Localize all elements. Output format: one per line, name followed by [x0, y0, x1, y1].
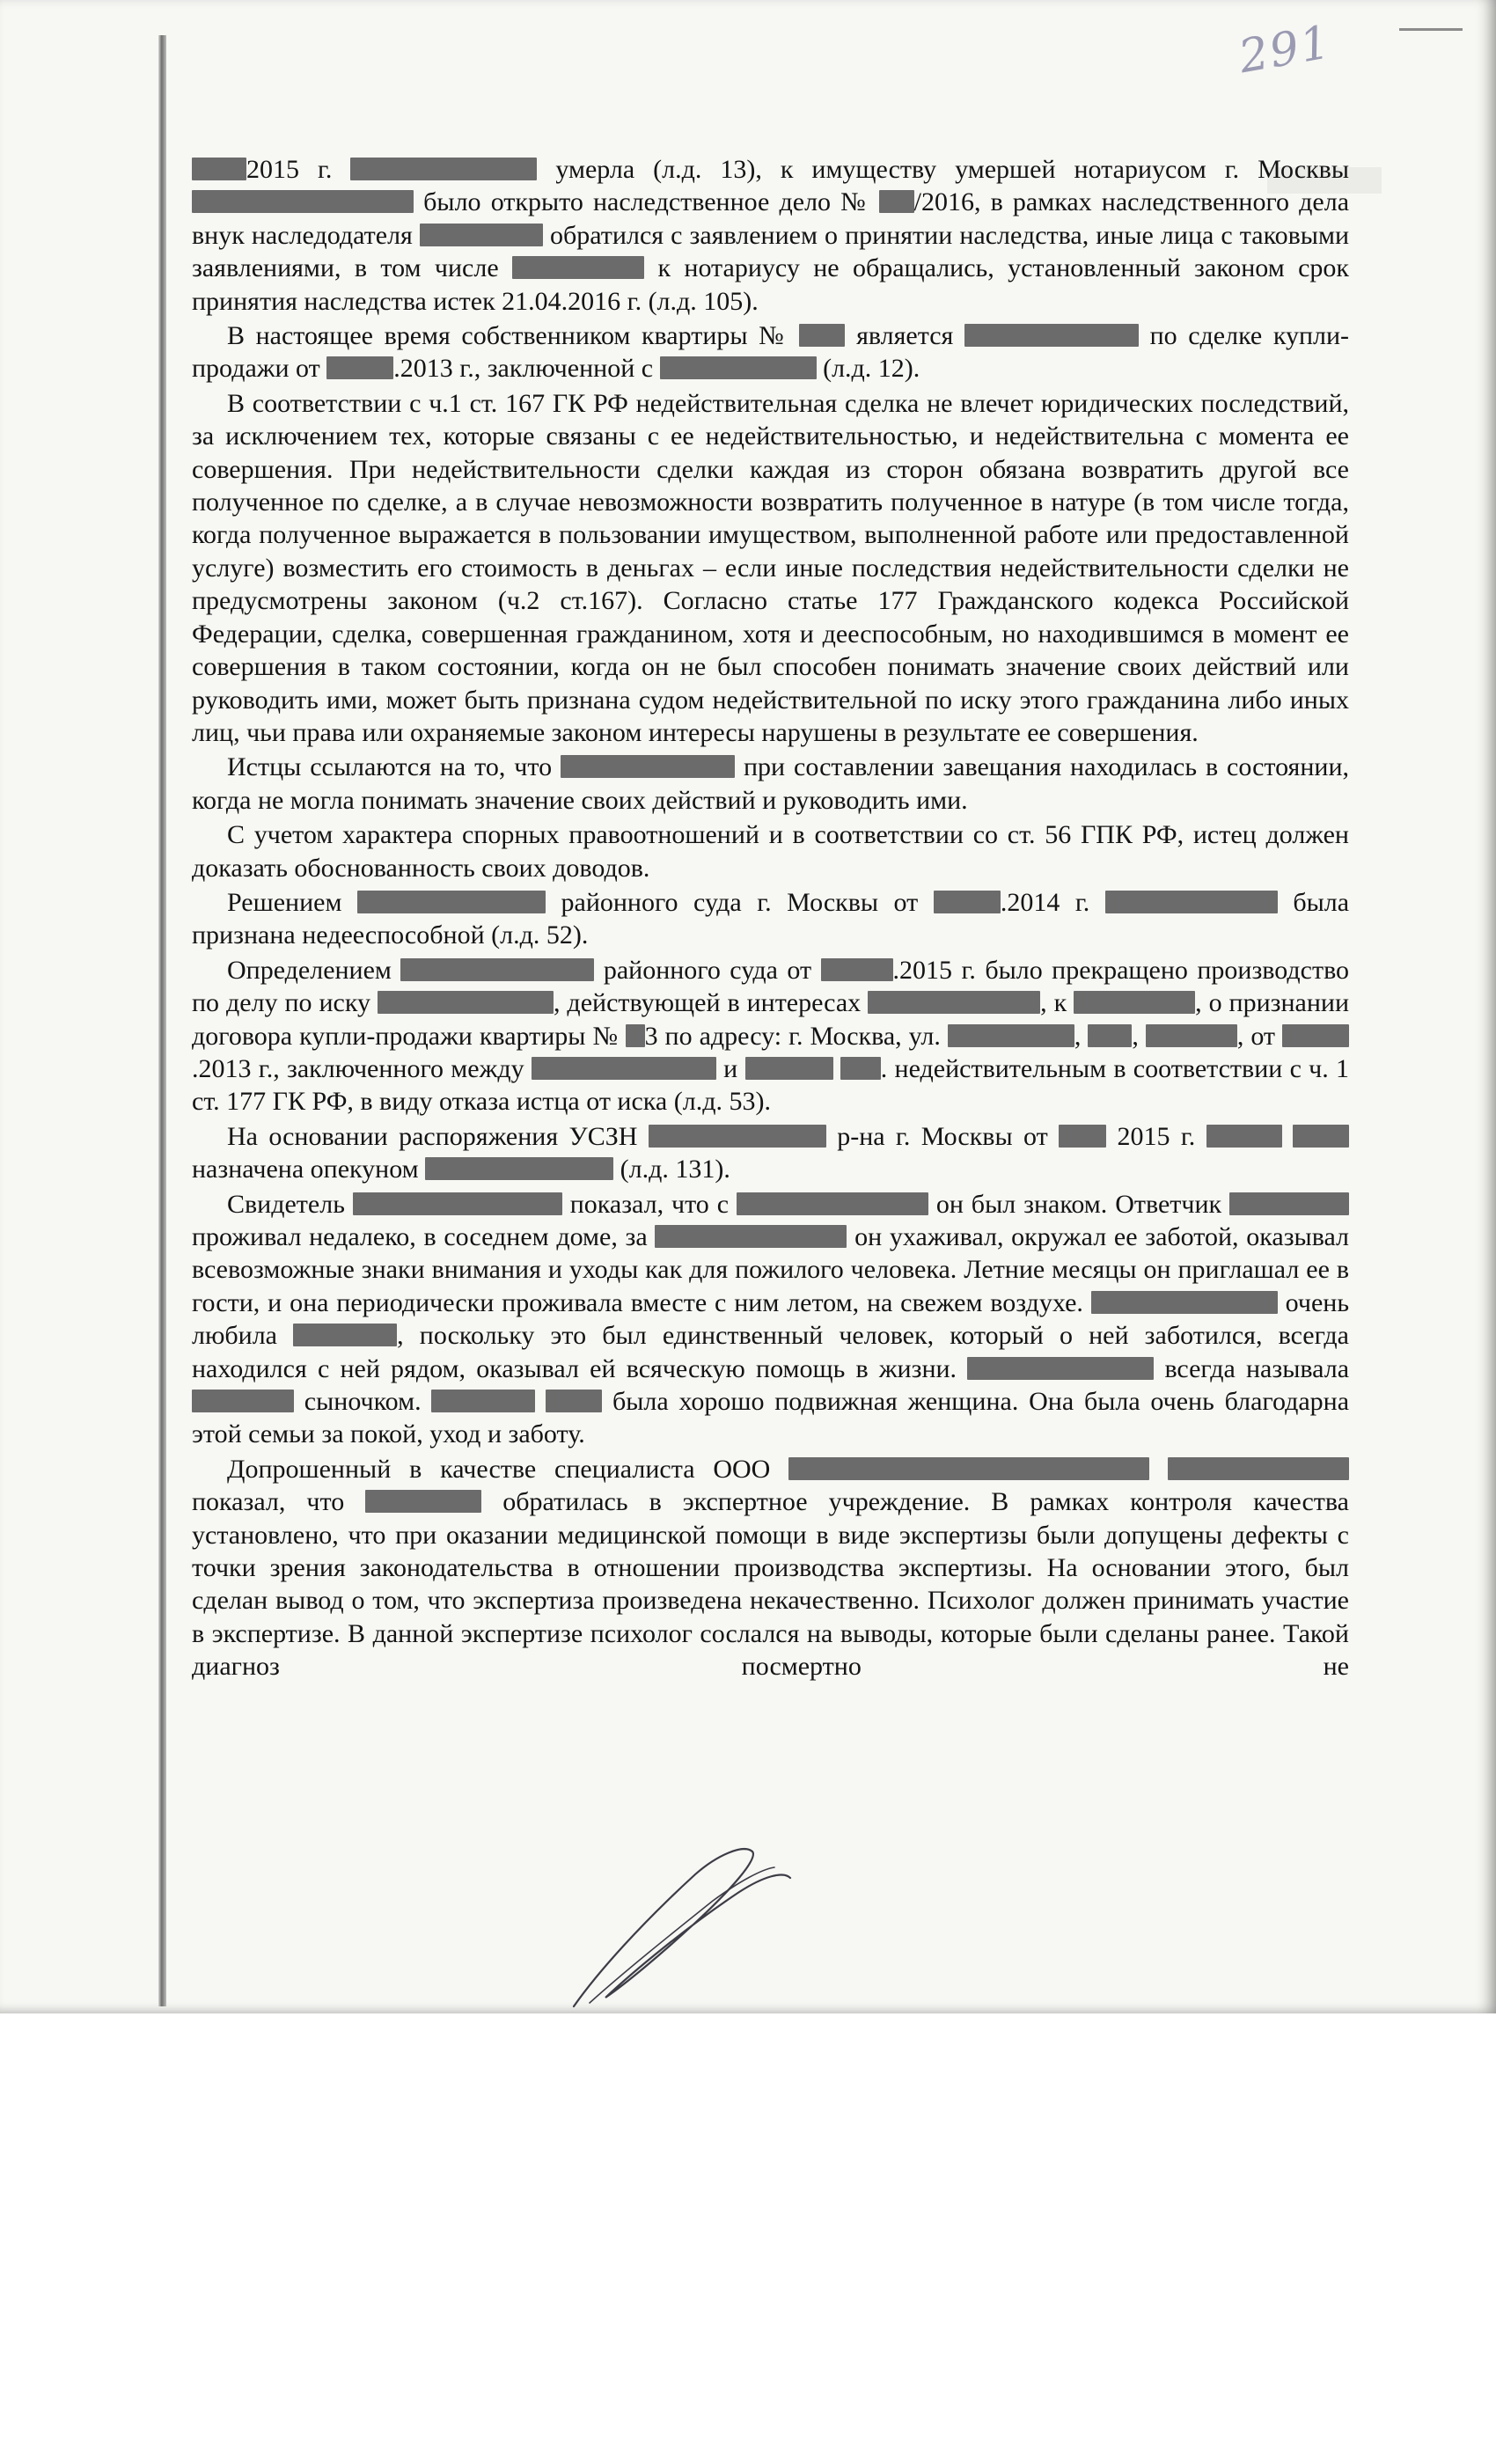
- redaction: [1105, 891, 1278, 913]
- redaction: [326, 356, 393, 379]
- redaction: [840, 1057, 881, 1080]
- redaction: [192, 158, 246, 180]
- text-span: , действующей в интересах: [553, 988, 862, 1018]
- redaction: [431, 1390, 535, 1412]
- paragraph-witness: [192, 1188, 1349, 1451]
- text-span: сыночком.: [304, 1387, 422, 1417]
- text-span: всегда называла: [1164, 1353, 1350, 1383]
- text-span: очень любила: [192, 1287, 1350, 1351]
- paragraph-court-decision: [192, 886, 1349, 952]
- text-span: .2013 г., заключенного между: [192, 1053, 524, 1083]
- redaction: [1146, 1024, 1237, 1047]
- redaction: [964, 324, 1139, 347]
- text-span: В соответствии с ч.1 ст. 167 ГК РФ недействительная сделка не влечет юридических последствий, за исключением тех, которые связаны с ее недействительностью, и недействительна с момента ее совершения. При недействительности сделки каждая из сторон обязана возвратить другой все полученное по сделке, а в случае невозможности возвратить полученное в натуре (в том числе тогда, когда полученное выражается в пользовании имуществом, выполненной работе или предоставленной услуге) возместить его стоимость в деньгах – если иные последствия недействительности сделки не предусмотрены законом (ч.2 ст.167). Согласно статье 177 Гражданского кодекса Российской Федерации, сделка, совершенная гражданином, хотя и дееспособным, но находившимся в момент ее совершения в таком состоянии, когда он не был способен понимать значение своих действий или руководить ими, может быть признана судом недействительной по иску этого гражданина либо иных лиц, чьи права или охраняемые законом интересы нарушены в результате ее совершения.: [192, 388, 1349, 747]
- text-span: он был знаком. Ответчик: [935, 1189, 1222, 1219]
- paragraph-plaintiffs: [192, 751, 1349, 817]
- redaction: [353, 1192, 562, 1215]
- redaction: [626, 1024, 645, 1047]
- paragraph-law-167: [192, 387, 1349, 749]
- handwritten-signature: [563, 1839, 801, 2015]
- text-span: было открыто наследственное дело №: [423, 187, 869, 217]
- text-span: и: [723, 1053, 738, 1083]
- redaction: [1088, 1024, 1132, 1047]
- redaction: [649, 1125, 826, 1148]
- redaction: [821, 958, 893, 981]
- redaction: [425, 1157, 613, 1180]
- redaction: [400, 958, 594, 981]
- redaction: [788, 1457, 1149, 1480]
- redaction: [1229, 1192, 1349, 1215]
- redaction: [192, 190, 414, 213]
- text-span: умерла (л.д. 13), к имуществу умершей нотариусом г. Москвы: [555, 155, 1349, 184]
- paragraph-burden-of-proof: [192, 818, 1349, 884]
- redaction: [799, 324, 845, 347]
- text-span: Допрошенный в качестве специалиста ООО: [227, 1454, 771, 1484]
- redaction: [532, 1057, 716, 1080]
- text-span: , от: [1236, 1021, 1276, 1051]
- text-span: при составлении завещания находилась в состоянии, когда не могла понимать значение своих действий и руководить ими.: [192, 752, 1350, 815]
- redaction: [1059, 1125, 1106, 1148]
- redaction: [365, 1490, 481, 1513]
- text-span: р-на г. Москвы от: [837, 1121, 1048, 1151]
- text-span: была признана недееспособной (л.д. 52).: [192, 887, 1350, 950]
- redaction: [420, 224, 543, 246]
- scan-edge-mark: [1399, 28, 1463, 31]
- text-span: .2015 г. было прекращено производство по делу по иску: [192, 955, 1350, 1018]
- text-span: по сделке купли-продажи от: [192, 321, 1350, 384]
- text-span: районного суда от: [603, 955, 812, 985]
- text-span: В настоящее время собственником квартиры №: [227, 321, 788, 351]
- text-span: обратилась в экспертное учреждение. В рамках контроля качества установлено, что при оказании медицинской помощи в виде экспертизы были допущены дефекты с точки зрения законодательства в отношении производства экспертизы. На основании этого, был сделан вывод о том, что экспертиза произведена некачественно. Психолог должен принимать участие в экспертизе. В данной экспертизе психолог сослался на выводы, которые были сделаны ранее. Такой диагноз посмертно не: [192, 1487, 1349, 1682]
- redaction: [546, 1390, 602, 1412]
- text-span: является: [856, 321, 954, 351]
- redaction: [1282, 1024, 1349, 1047]
- redaction: [868, 991, 1040, 1014]
- handwritten-page-number: 291: [1235, 15, 1336, 84]
- text-span: к нотариусу не обращались, установленный законом срок принятия наследства истек 21.04.2016 г. (л.д. 105).: [192, 253, 1349, 316]
- text-span: 3 по адресу: г. Москва, ул.: [644, 1021, 941, 1051]
- text-span: . недействительным в соответствии с ч. 1 ст. 177 ГК РФ, в виду отказа истца от иска (л.д. 53).: [192, 1053, 1350, 1117]
- redaction: [293, 1324, 397, 1346]
- text-span: На основании распоряжения УСЗН: [227, 1121, 638, 1151]
- redaction: [1206, 1125, 1282, 1148]
- redaction: [1091, 1291, 1278, 1314]
- text-span: была хорошо подвижная женщина. Она была очень благодарна этой семьи за покой, уход и заботу.: [192, 1387, 1350, 1449]
- redaction: [967, 1357, 1154, 1380]
- text-span: , о признании договора купли-продажи квартиры №: [192, 988, 1350, 1051]
- redaction: [378, 991, 554, 1014]
- text-span: назначена опекуном: [192, 1155, 419, 1184]
- paragraph-specialist: [192, 1453, 1349, 1683]
- paragraph-inheritance: [192, 153, 1349, 318]
- redaction: [1074, 991, 1195, 1014]
- text-span: .2014 г.: [1000, 887, 1090, 917]
- text-span: он ухаживал, окружал ее заботой, оказывал всевозможные знаки внимания и уходы как для пожилого человека. Летние месяцы он приглашал ее в гости, и она периодически проживала вместе с ним летом, на свежем воздухе.: [192, 1222, 1350, 1317]
- text-span: /2016, в рамках наследственного дела внук наследодателя: [192, 187, 1350, 250]
- redaction: [192, 1390, 294, 1412]
- redaction: [879, 190, 914, 213]
- text-span: 2015 г.: [246, 155, 333, 184]
- redaction: [561, 755, 735, 778]
- text-span: показал, что с: [569, 1189, 730, 1219]
- redaction: [1293, 1125, 1349, 1148]
- text-span: ,: [1132, 1021, 1139, 1051]
- redaction: [948, 1024, 1074, 1047]
- text-span: 2015 г.: [1117, 1121, 1196, 1151]
- text-span: показал, что: [192, 1487, 345, 1517]
- redaction: [357, 891, 546, 913]
- text-span: обратился с заявлением о принятии наследства, иные лица с таковыми заявлениями, в том числе: [192, 220, 1349, 283]
- text-span: Свидетель: [227, 1189, 345, 1219]
- redaction: [745, 1057, 833, 1080]
- text-span: Определением: [227, 955, 392, 985]
- scan-edge-shadow: [158, 35, 166, 2006]
- text-span: Истцы ссылаются на то, что: [227, 752, 553, 782]
- text-span: проживал недалеко, в соседнем доме, за: [192, 1222, 648, 1251]
- text-span: ,: [1074, 1021, 1082, 1051]
- redaction: [737, 1192, 928, 1215]
- redaction: [655, 1225, 847, 1248]
- paragraph-owner: [192, 319, 1349, 385]
- text-span: (л.д. 12).: [823, 354, 920, 384]
- text-span: Решением: [227, 887, 342, 917]
- redaction: [1168, 1457, 1349, 1480]
- redaction: [660, 356, 817, 379]
- paragraph-court-ruling: [192, 954, 1349, 1118]
- text-span: районного суда г. Москвы от: [561, 887, 919, 917]
- text-span: .2013 г., заключенной с: [393, 354, 654, 384]
- text-span: , к: [1040, 988, 1067, 1018]
- redaction: [934, 891, 1001, 913]
- text-span: (л.д. 131).: [620, 1155, 730, 1184]
- redaction: [350, 158, 537, 180]
- document-body: [192, 153, 1349, 1685]
- paragraph-guardianship: [192, 1120, 1349, 1186]
- text-span: , поскольку это был единственный человек, который о ней заботился, всегда находился с ней рядом, оказывал ей всяческую помощь в жизни.: [192, 1321, 1349, 1383]
- text-span: С учетом характера спорных правоотношений и в соответствии со ст. 56 ГПК РФ, истец должен доказать обоснованность своих доводов.: [192, 820, 1349, 883]
- redaction: [512, 256, 644, 279]
